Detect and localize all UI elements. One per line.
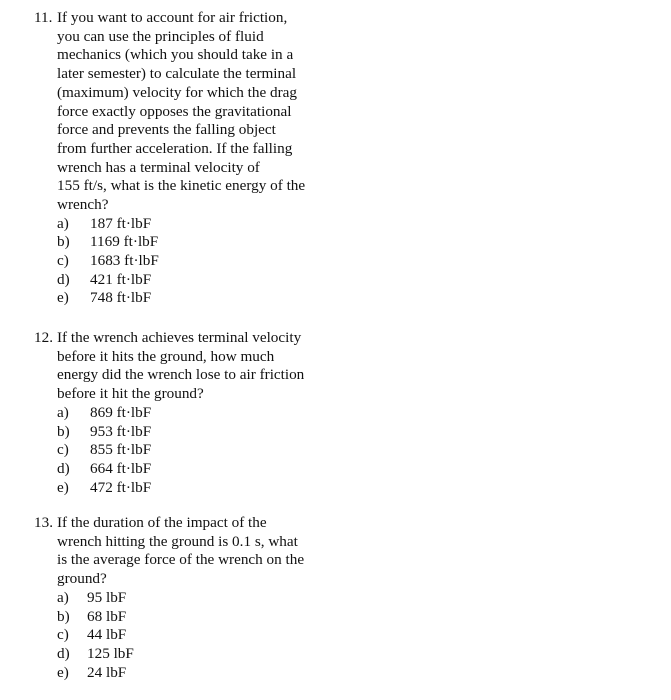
- option-value: 24 lbF: [87, 663, 127, 681]
- answer-options: [57, 404, 334, 497]
- option-letter: e): [57, 663, 69, 681]
- question-text: If the wrench achieves terminal velocity before it hits the ground, how much energy did the wrench lose to air friction before it hit the ground?: [57, 329, 305, 403]
- answer-option-e: [57, 664, 334, 683]
- answer-options: [57, 589, 334, 682]
- option-value: 748 ft·lbF: [90, 289, 152, 307]
- option-value: 44 lbF: [87, 626, 127, 644]
- option-value: 1169 ft·lbF: [90, 233, 159, 251]
- option-value: 953 ft·lbF: [90, 422, 152, 440]
- option-value: 95 lbF: [87, 588, 127, 606]
- question-number: 11.: [34, 9, 53, 26]
- answer-option-a: [57, 589, 334, 608]
- option-letter: a): [57, 403, 69, 421]
- option-letter: d): [57, 644, 70, 662]
- answer-option-c: [57, 626, 334, 645]
- option-letter: a): [57, 588, 69, 606]
- answer-option-b: [57, 233, 334, 252]
- answer-option-b: [57, 423, 334, 442]
- option-value: 664 ft·lbF: [90, 459, 152, 477]
- answer-options: [57, 215, 334, 308]
- question-12: [34, 329, 334, 497]
- option-letter: b): [57, 607, 70, 625]
- question-text: If the duration of the impact of the wrench hitting the ground is 0.1 s, what is the average force of the wrench on the ground?: [57, 514, 305, 588]
- option-value: 187 ft·lbF: [90, 214, 152, 232]
- answer-option-d: [57, 645, 334, 664]
- answer-option-a: [57, 404, 334, 423]
- answer-option-a: [57, 215, 334, 234]
- answer-option-b: [57, 608, 334, 627]
- option-value: 1683 ft·lbF: [90, 252, 159, 270]
- question-11: [34, 9, 334, 308]
- question-13: [34, 514, 334, 682]
- option-letter: c): [57, 626, 69, 644]
- answer-option-e: [57, 289, 334, 308]
- option-value: 421 ft·lbF: [90, 270, 152, 288]
- answer-option-c: [57, 441, 334, 460]
- option-letter: a): [57, 214, 69, 232]
- option-value: 68 lbF: [87, 607, 127, 625]
- option-value: 869 ft·lbF: [90, 403, 152, 421]
- answer-option-e: [57, 479, 334, 498]
- option-letter: c): [57, 441, 69, 459]
- answer-option-d: [57, 271, 334, 290]
- option-letter: e): [57, 478, 69, 496]
- option-letter: d): [57, 270, 70, 288]
- question-number: 13.: [34, 514, 53, 531]
- question-text: If you want to account for air friction, you can use the principles of fluid mechanics (which you should take in a later semester) to calculate the terminal (maximum) velocity for which the drag force exactly opposes the gravitational force and prevents the falling object from further acceleration. If the falling wrench has a terminal velocity of 155 ft/s, what is the kinetic energy of the wrench?: [57, 9, 306, 214]
- option-value: 855 ft·lbF: [90, 441, 152, 459]
- option-letter: b): [57, 422, 70, 440]
- option-letter: d): [57, 459, 70, 477]
- answer-option-d: [57, 460, 334, 479]
- option-letter: c): [57, 252, 69, 270]
- option-letter: e): [57, 289, 69, 307]
- option-letter: b): [57, 233, 70, 251]
- option-value: 472 ft·lbF: [90, 478, 152, 496]
- answer-option-c: [57, 252, 334, 271]
- question-number: 12.: [34, 329, 53, 346]
- option-value: 125 lbF: [87, 644, 134, 662]
